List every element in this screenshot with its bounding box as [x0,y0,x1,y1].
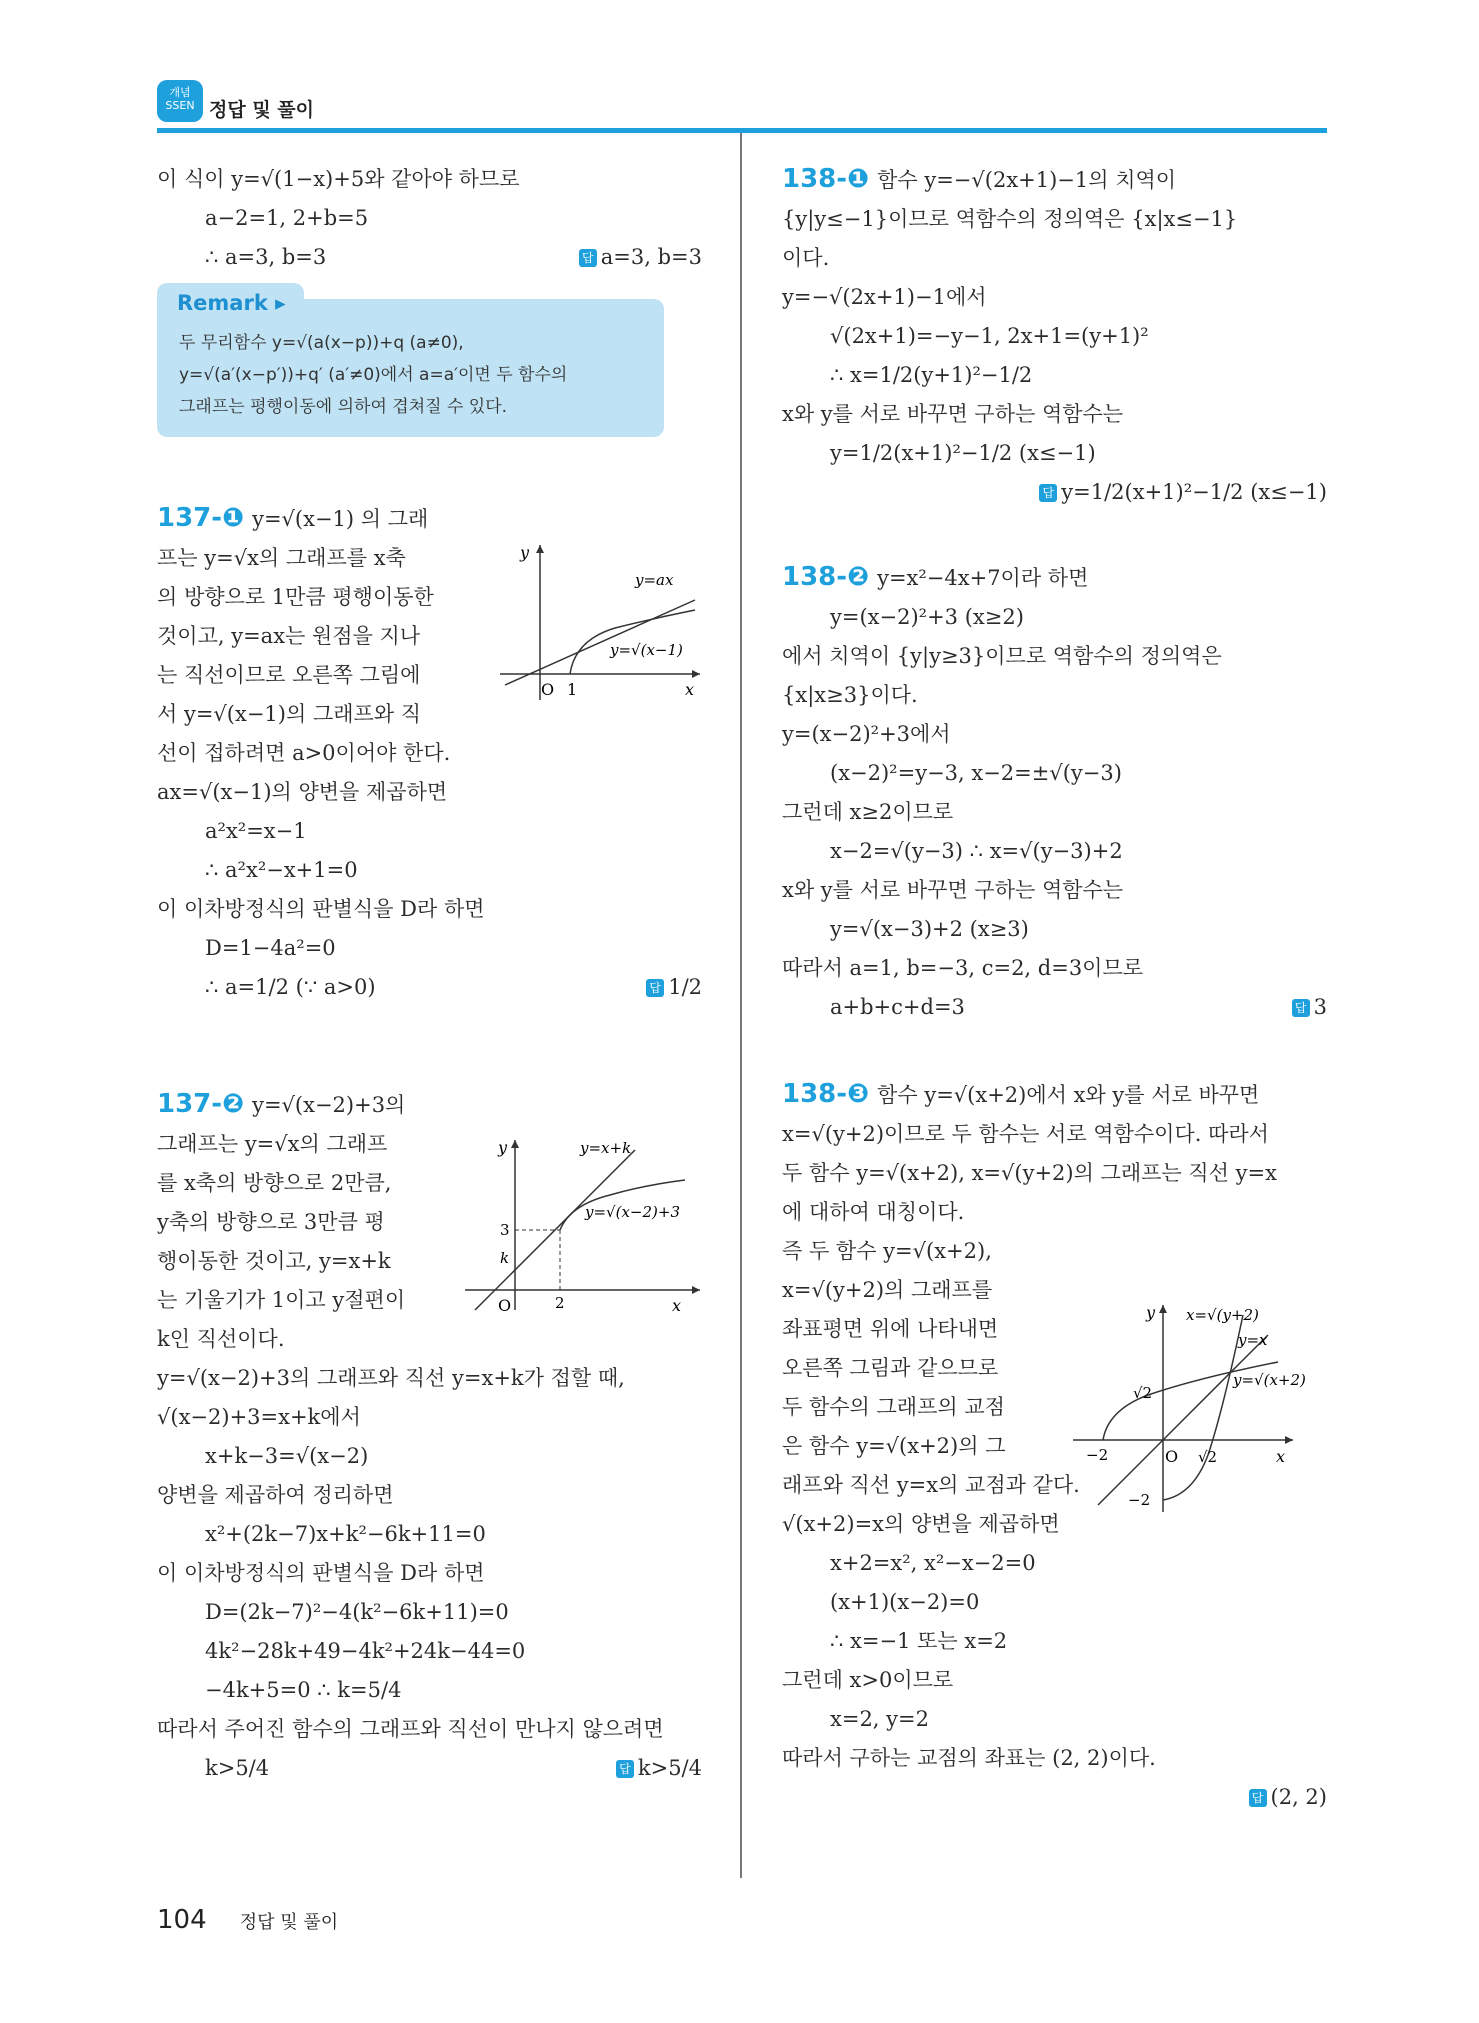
problem-line: 따라서 a=1, b=−3, c=2, d=3이므로 [782,956,1144,980]
problem-line: 함수 y=−√(2x+1)−1의 치역이 [877,168,1177,192]
problem-line: 래프와 직선 y=x의 교점과 같다. [782,1473,1080,1497]
problem-line: y=√(x−2)+3의 [252,1093,406,1117]
problem-number: 138-❸ [782,1079,870,1109]
problem-line [782,988,1327,1027]
remark-line: y=√(a′(x−p′))+q′ (a′≠0)에서 a=a′이면 두 함수의 [179,365,568,385]
problem-line: 는 기울기가 1이고 y절편이 [157,1288,406,1312]
problem-line: 선이 접하려면 a>0이어야 한다. [157,741,451,765]
curve-label: y=√(x−2)+3 [585,1203,680,1221]
remark-line: 두 무리함수 y=√(a(x−p))+q (a≠0), [179,333,464,353]
answer-value: 1/2 [668,975,702,999]
problem-heading [782,1075,1327,1115]
problem-line: ∴ x=1/2(y+1)²−1/2 [830,363,1033,387]
problem-result: k>5/4 [205,1756,270,1780]
column-divider [740,133,742,1878]
logo-top-text: 개념 [169,86,191,99]
tick-k-label: k [500,1249,510,1267]
problem-line: 는 직선이므로 오른쪽 그림에 [157,663,421,687]
problem-line: 함수 y=√(x+2)에서 x와 y를 서로 바꾸면 [877,1083,1260,1107]
intro-result: ∴ a=3, b=3 [205,245,327,269]
problem-heading [157,499,507,539]
remark-line: 그래프는 평행이동에 의하여 겹쳐질 수 있다. [179,397,508,417]
problem-line: 에서 치역이 {y|y≥3}이므로 역함수의 정의역은 [782,644,1222,668]
problem-line: −4k+5=0 ∴ k=5/4 [205,1678,402,1702]
problem-line: y축의 방향으로 3만큼 평 [157,1210,385,1234]
problem-line: ax=√(x−1)의 양변을 제곱하면 [157,780,448,804]
page-header [157,80,1327,132]
problem-line: ∴ x=−1 또는 x=2 [830,1629,1008,1653]
tick-3-label: 3 [500,1221,510,1239]
problem-line: (x−2)²=y−3, x−2=±√(y−3) [830,761,1122,785]
answer-mark [579,238,702,277]
problem-138-3-wrapped [782,1232,1067,1466]
problem-line: k인 직선이다. [157,1327,285,1351]
page-number: 104 [157,1905,207,1935]
problem-heading [782,558,1327,598]
problem-heading [782,160,1327,200]
problem-line: √(x−2)+3=x+k에서 [157,1405,361,1429]
problem-line: √(2x+1)=−y−1, 2x+1=(y+1)² [830,324,1149,348]
answer-value: y=1/2(x+1)²−1/2 (x≤−1) [1061,480,1327,504]
problem-line: D=1−4a²=0 [205,936,336,960]
y-axis-arrow [1159,1305,1167,1313]
problem-line: 그래프는 y=√x의 그래프 [157,1132,388,1156]
problem-line: 를 x축의 방향으로 2만큼, [157,1171,392,1195]
answer-line [782,1778,1327,1817]
answer-mark [1039,473,1327,512]
problem-line: 두 함수 y=√(x+2), x=√(y+2)의 그래프는 직선 y=x [782,1161,1277,1185]
problem-line: 이 이차방정식의 판별식을 D라 하면 [157,1561,485,1585]
answer-value: (2, 2) [1270,1785,1327,1809]
graph-137-1 [495,540,705,705]
problem-line: 양변을 제곱하여 정리하면 [157,1483,394,1507]
sqrt2-y-label: √2 [1133,1384,1153,1402]
origin-label: O [1165,1447,1179,1466]
answer-value: 3 [1313,995,1327,1019]
x-axis-arrow [692,670,700,678]
problem-line: y=(x−2)²+3 (x≥2) [830,605,1024,629]
problem-line: {x|x≥3}이다. [782,683,918,707]
answer-value: a=3, b=3 [600,245,702,269]
y-axis-label: y [1146,1303,1156,1322]
origin-label: O [541,680,555,699]
problem-line: 그런데 x>0이므로 [782,1668,954,1692]
tick-2-label: 2 [555,1294,565,1312]
problem-line: 그런데 x≥2이므로 [782,800,954,824]
y-axis-arrow [511,1140,519,1148]
origin-label: O [498,1296,512,1315]
problem-line: 행이동한 것이고, y=x+k [157,1249,391,1273]
problem-line: x=√(y+2)의 그래프를 [782,1278,993,1302]
logo-bottom-text: SSEN [165,99,195,112]
left-column [157,160,702,1788]
problem-heading [157,1085,507,1125]
problem-line [157,968,702,1007]
problem-line: ∴ a²x²−x+1=0 [205,858,358,882]
answer-mark [1292,988,1327,1027]
answer-icon: 답 [616,1760,634,1778]
answer-icon: 답 [1039,484,1057,502]
problem-line: a²x²=x−1 [205,819,307,843]
answer-icon: 답 [1249,1789,1267,1807]
intro-line [157,238,702,277]
answer-icon: 답 [646,979,664,997]
problem-line: x와 y를 서로 바꾸면 구하는 역함수는 [782,402,1124,426]
problem-line: 의 방향으로 1만큼 평행이동한 [157,585,434,609]
problem-line: 이다. [782,246,830,270]
problem-line: y=−√(2x+1)−1에서 [782,285,987,309]
line-label: y=ax [635,571,674,589]
problem-number: 137-❷ [157,1089,245,1119]
neg2-y-label: −2 [1128,1491,1151,1509]
header-rule [157,128,1327,133]
graph-138-3 [1068,1300,1306,1515]
problem-line: y=√(x−1) 의 그래 [252,507,429,531]
problem-line: y=√(x−3)+2 (x≥3) [830,917,1029,941]
intro-line: a−2=1, 2+b=5 [205,206,369,230]
problem-line: 은 함수 y=√(x+2)의 그 [782,1434,1006,1458]
problem-line: x−2=√(y−3) ∴ x=√(y−3)+2 [830,839,1123,863]
problem-line: x²+(2k−7)x+k²−6k+11=0 [205,1522,486,1546]
problem-line: y=√(x−2)+3의 그래프와 직선 y=x+k가 접할 때, [157,1366,625,1390]
header-title: 정답 및 풀이 [209,99,314,121]
x-axis-label: x [1276,1447,1286,1466]
curve-label-x-sqrt: x=√(y+2) [1186,1306,1259,1324]
line-label-y-x: y=x [1238,1331,1268,1349]
answer-line [782,473,1327,512]
x-axis-label: x [685,680,695,699]
neg2-x-label: −2 [1086,1446,1109,1464]
curve-x-sqrt-y-plus-2 [1163,1315,1243,1500]
problem-line: √(x+2)=x의 양변을 제곱하면 [782,1512,1060,1536]
answer-mark [1249,1778,1327,1817]
problem-line: 즉 두 함수 y=√(x+2), [782,1239,992,1263]
x-axis-label: x [672,1296,682,1315]
x-axis-arrow [1285,1436,1293,1444]
problem-line: {y|y≤−1}이므로 역함수의 정의역은 {x|x≤−1} [782,207,1238,231]
problem-137-2 [157,1085,510,1359]
problem-line: 4k²−28k+49−4k²+24k−44=0 [205,1639,526,1663]
remark-label: Remark ▸ [157,283,304,319]
tick-1-label: 1 [567,680,578,699]
problem-line: x=2, y=2 [830,1707,929,1731]
problem-line: 것이고, y=ax는 원점을 지나 [157,624,421,648]
problem-line: y=(x−2)²+3에서 [782,722,951,746]
page-footer [157,1905,338,1935]
line-y-x-k [475,1150,635,1310]
problem-result: a+b+c+d=3 [830,995,965,1019]
answer-value: k>5/4 [637,1756,702,1780]
footer-title: 정답 및 풀이 [239,1912,339,1933]
problem-137-1 [157,499,507,773]
answer-mark [646,968,702,1007]
problem-line [157,1749,702,1788]
right-column [782,160,1327,1817]
problem-line: 서 y=√(x−1)의 그래프와 직 [157,702,422,726]
curve-label: y=√(x−1) [610,641,683,659]
answer-mark [616,1749,702,1788]
problem-line: 에 대하여 대칭이다. [782,1200,965,1224]
answer-icon: 답 [579,249,597,267]
problem-line: (x+1)(x−2)=0 [830,1590,980,1614]
problem-line: 따라서 주어진 함수의 그래프와 직선이 만나지 않으려면 [157,1717,664,1741]
problem-line: x=√(y+2)이므로 두 함수는 서로 역함수이다. 따라서 [782,1122,1269,1146]
problem-line: 프는 y=√x의 그래프를 x축 [157,546,406,570]
remark-box [157,291,664,437]
problem-line: x+k−3=√(x−2) [205,1444,369,1468]
answer-icon: 답 [1292,999,1310,1017]
problem-result: ∴ a=1/2 (∵ a>0) [205,975,376,999]
curve-label-y-sqrt: y=√(x+2) [1233,1371,1306,1389]
intro-line: 이 식이 y=√(1−x)+5와 같아야 하므로 [157,167,520,191]
problem-number: 137-❶ [157,503,245,533]
line-label: y=x+k [580,1139,632,1157]
y-axis-label: y [498,1138,508,1157]
graph-137-2 [460,1135,705,1315]
problem-line: D=(2k−7)²−4(k²−6k+11)=0 [205,1600,509,1624]
problem-line: y=x²−4x+7이라 하면 [877,566,1089,590]
sqrt2-x-label: √2 [1198,1448,1218,1466]
problem-line: x+2=x², x²−x−2=0 [830,1551,1036,1575]
problem-line: 두 함수의 그래프의 교점 [782,1395,1005,1419]
problem-line: 좌표평면 위에 나타내면 [782,1317,999,1341]
problem-line: x와 y를 서로 바꾸면 구하는 역함수는 [782,878,1124,902]
brand-logo [157,80,203,122]
y-axis-label: y [520,543,530,562]
problem-line: 이 이차방정식의 판별식을 D라 하면 [157,897,485,921]
y-axis-arrow [536,545,544,553]
problem-line: y=1/2(x+1)²−1/2 (x≤−1) [830,441,1096,465]
line-y-x [1098,1335,1268,1505]
problem-number: 138-❷ [782,562,870,592]
problem-number: 138-❶ [782,164,870,194]
problem-line: 따라서 구하는 교점의 좌표는 (2, 2)이다. [782,1746,1156,1770]
problem-line: 오른쪽 그림과 같으므로 [782,1356,999,1380]
x-axis-arrow [692,1286,700,1294]
